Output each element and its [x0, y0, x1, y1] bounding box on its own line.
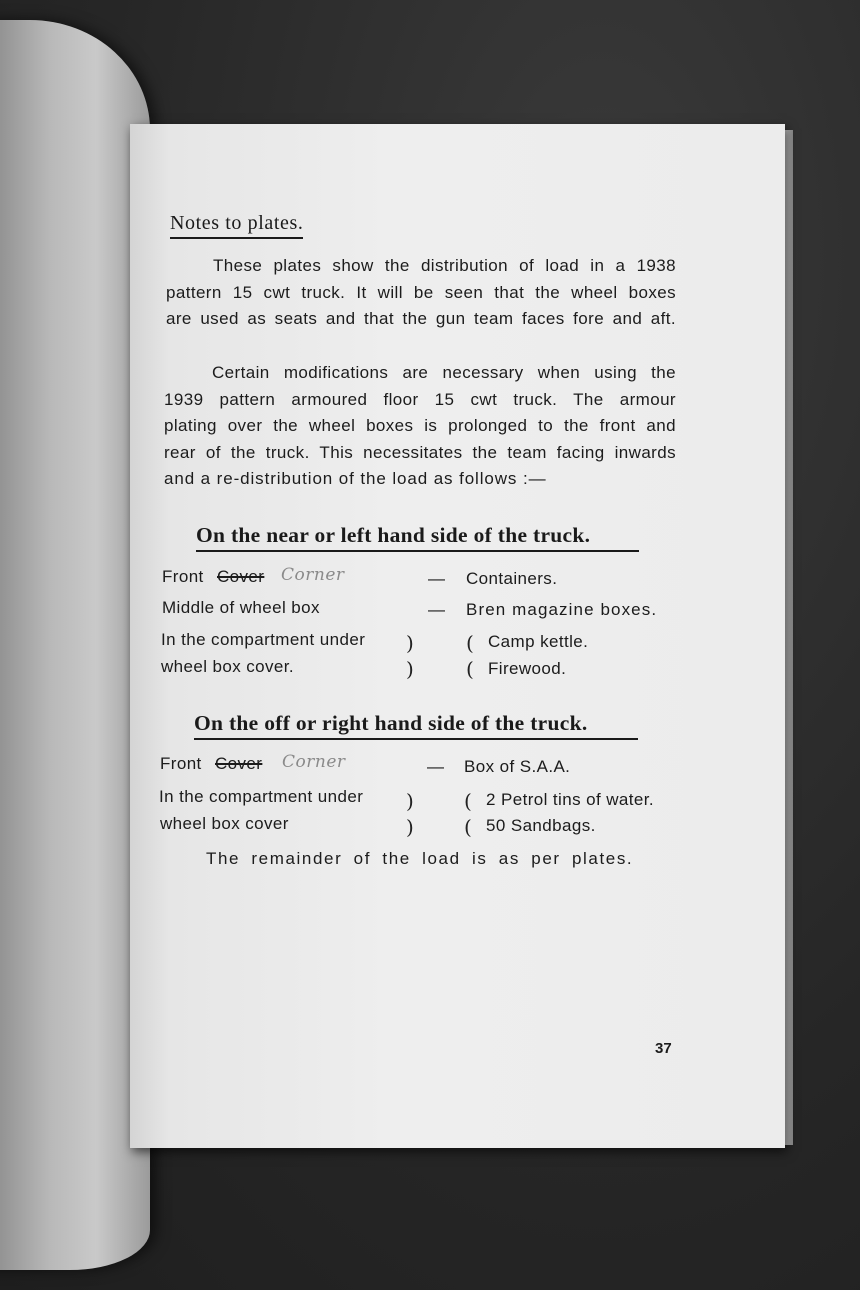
paragraph-2-line: Certain modifications are necessary when using the: [212, 363, 676, 382]
paragraph-2-line: and a re-distribution of the load as follows :—: [164, 469, 547, 488]
remainder-note: The remainder of the load is as per plates.: [206, 849, 634, 868]
near-middle-dash: —: [428, 600, 446, 619]
paragraph-1-line: These plates show the distribution of load in a 1938: [213, 256, 676, 275]
page-number: 37: [655, 1040, 672, 1057]
off-compartment-value-2: 50 Sandbags.: [486, 816, 596, 835]
near-compartment-value-2: Firewood.: [488, 659, 567, 678]
near-front-struck-word: Cover: [217, 567, 265, 586]
near-side-heading: On the near or left hand side of the truck.: [196, 523, 639, 552]
off-compartment-line-2: wheel box cover: [160, 814, 289, 833]
near-front-value: Containers.: [466, 569, 558, 588]
notes-heading: Notes to plates.: [170, 212, 303, 239]
off-front-dash: —: [427, 757, 445, 776]
off-front-struck-word: Cover: [215, 754, 263, 773]
near-middle-value: Bren magazine boxes.: [466, 600, 658, 619]
near-front-dash: —: [428, 569, 446, 588]
off-front-value: Box of S.A.A.: [464, 757, 571, 776]
near-compartment-value-1: Camp kettle.: [488, 632, 589, 651]
off-front-label: Front: [160, 754, 202, 773]
paragraph-1-line: are used as seats and that the gun team faces fore and aft.: [166, 309, 676, 328]
near-compartment-line-1: In the compartment under: [161, 630, 366, 649]
page-stack-edge: [785, 130, 793, 1145]
off-left-brace: ( (: [464, 789, 472, 839]
paragraph-2-line: rear of the truck. This necessitates the team facing inwards: [164, 442, 676, 462]
near-front-label: Front: [162, 567, 204, 586]
facing-page-curl: [0, 20, 150, 1270]
paragraph-2-line: plating over the wheel boxes is prolonged to the front and: [164, 416, 676, 435]
paragraph-1-line: pattern 15 cwt truck. It will be seen that the wheel boxes: [166, 282, 676, 302]
near-right-brace: ) ): [406, 631, 414, 681]
paragraph-2-line: 1939 pattern armoured floor 15 cwt truck. The armour: [164, 389, 676, 409]
paragraph-1: [166, 253, 676, 333]
near-left-brace: ( (: [466, 631, 474, 681]
near-compartment-line-2: wheel box cover.: [161, 657, 295, 676]
off-compartment-value-1: 2 Petrol tins of water.: [486, 790, 654, 809]
off-side-heading: On the off or right hand side of the truck.: [194, 711, 638, 740]
off-compartment-line-1: In the compartment under: [159, 787, 364, 806]
off-right-brace: ) ): [406, 789, 414, 839]
off-front-handwritten-correction: Corner: [282, 752, 346, 772]
near-middle-label: Middle of wheel box: [162, 598, 320, 617]
paragraph-2: [164, 360, 676, 493]
near-front-handwritten-correction: Corner: [281, 565, 345, 585]
